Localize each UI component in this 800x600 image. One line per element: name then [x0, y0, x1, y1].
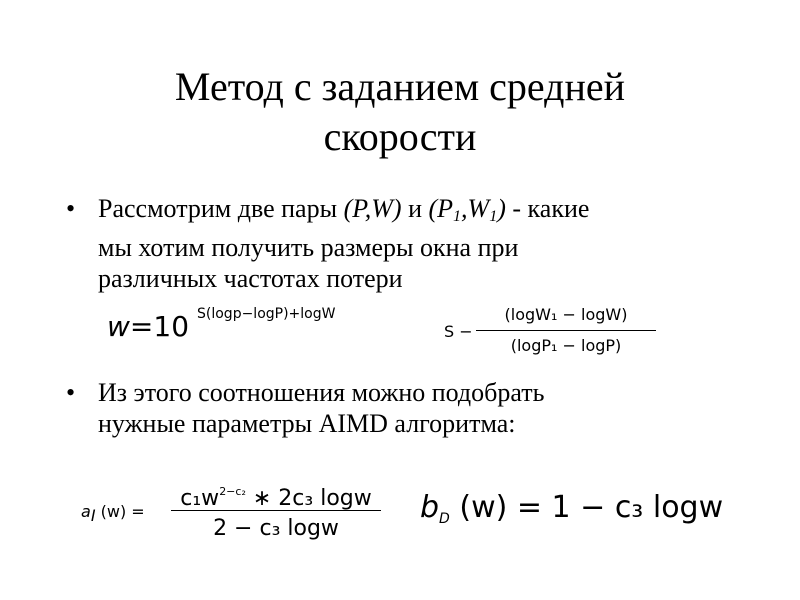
slide-title-line-1: Метод с заданием средней	[174, 64, 626, 109]
bullet-text-2	[98, 377, 738, 439]
formula-1-eq: =	[129, 310, 154, 343]
bullet-2-line-2: нужные параметры AIMD алгоритма:	[98, 409, 516, 438]
bullet-1-lead: Рассмотрим две пары	[98, 194, 344, 223]
formula-3-lhs	[81, 502, 145, 525]
formula-w-equals	[107, 306, 336, 343]
conjunction: и	[401, 194, 429, 223]
formula-2-denominator: (logP₁ − logP)	[510, 336, 622, 355]
pair2-close: )	[497, 194, 506, 223]
pair-p-w: (P,W)	[343, 194, 402, 223]
fraction-bar	[476, 330, 656, 331]
formula-2-lhs: S −	[444, 322, 473, 341]
formula-1-exponent: S(logp−logP)+logW	[197, 306, 336, 322]
formula-4-b: b	[420, 490, 440, 525]
bullet-dot: •	[66, 378, 76, 407]
formula-1-base: 10	[153, 310, 190, 343]
formula-b-d	[420, 490, 723, 527]
bullet-1-line-3: различных частотах потери	[98, 264, 403, 293]
bullet-dot: •	[66, 194, 76, 223]
formula-2-fraction	[476, 304, 656, 357]
formula-4-rest: (w) = 1 − c₃ logw	[449, 490, 724, 525]
formula-3-a: a	[81, 502, 91, 521]
pair2-open: (P	[428, 194, 454, 223]
formula-1-lhs: w	[107, 310, 130, 343]
formula-3-sub: I	[90, 506, 96, 525]
formula-3-c1w: c₁w	[180, 486, 220, 511]
bullet-1-tail: - какие	[505, 194, 590, 223]
slide-title-line-2: скорости	[323, 114, 477, 159]
formula-3-num-rest: ∗ 2c₃ logw	[245, 486, 372, 511]
formula-3-denominator: 2 − c₃ logw	[213, 516, 339, 541]
formula-3-numerator	[171, 478, 381, 511]
slide-title	[60, 62, 740, 162]
bullet-1-line-1	[98, 193, 738, 232]
formula-2-numerator: (logW₁ − logW)	[504, 305, 628, 324]
bullet-1-line-2: мы хотим получить размеры окна при	[98, 233, 519, 262]
bullet-text-1	[98, 193, 738, 294]
formula-3-fraction	[171, 478, 381, 543]
pair-p1-w1	[429, 194, 506, 223]
pair2-mid: ,W	[461, 194, 490, 223]
formula-3-exponent: 2−c₂	[219, 485, 246, 498]
pair2-sub-1: 1	[453, 208, 462, 225]
formula-4-sub: D	[439, 511, 450, 527]
pair2-sub-2: 1	[489, 208, 498, 225]
formula-3-lhs-rest: (w) =	[95, 502, 145, 521]
bullet-2-line-1: Из этого соотношения можно подобрать	[98, 378, 545, 407]
